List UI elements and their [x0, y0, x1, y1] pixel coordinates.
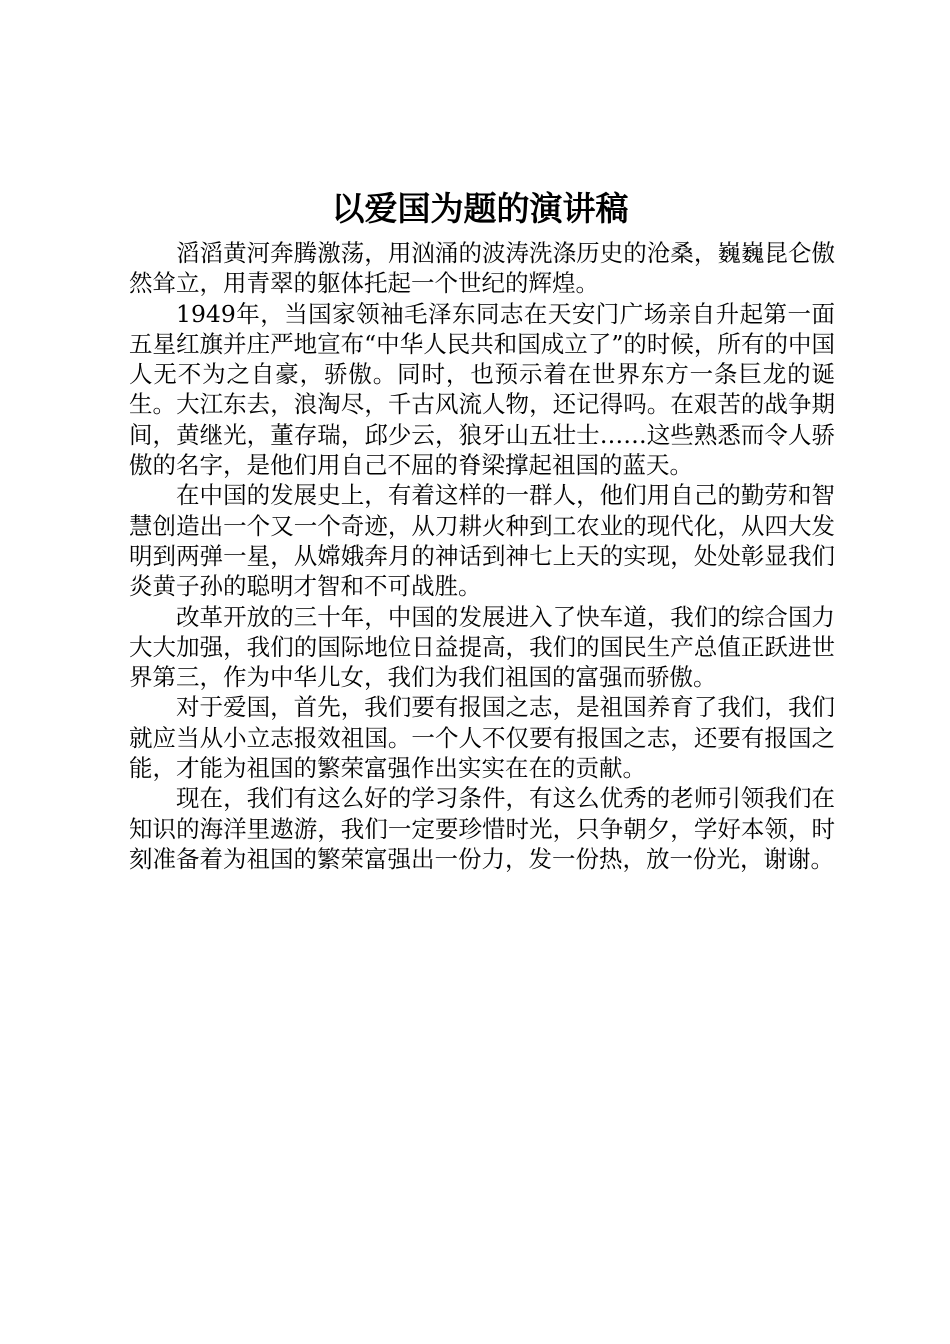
document-title: 以爱国为题的演讲稿: [331, 189, 629, 228]
paragraph-5: 对于爱国，首先，我们要有报国之志，是祖国养育了我们，我们就应当从小立志报效祖国。一个人不仅要有报国之志，还要有报国之能，才能为祖国的繁荣富强作出实实在在的贡献。: [129, 693, 835, 783]
paragraph-3: 在中国的发展史上，有着这样的一群人，他们用自己的勤劳和智慧创造出一个又一个奇迹，从刀耕火种到工农业的现代化，从四大发明到两弹一星，从嫦娥奔月的神话到神七上天的实现，处处彰显我们炎黄子孙的聪明才智和不可战胜。: [129, 481, 835, 601]
document-body: [129, 238, 835, 874]
paragraph-6: 现在，我们有这么好的学习条件，有这么优秀的老师引领我们在知识的海洋里遨游，我们一定要珍惜时光，只争朝夕，学好本领，时刻准备着为祖国的繁荣富强出一份力，发一份热，放一份光，谢谢。: [129, 784, 835, 873]
paragraph-2: 1949年，当国家领袖毛泽东同志在天安门广场亲自升起第一面五星红旗并庄严地宣布“中华人民共和国成立了”的时候，所有的中国人无不为之自豪，骄傲。同时，也预示着在世界东方一条巨龙的诞生。大江东去，浪淘尽，千古风流人物，还记得吗。在艰苦的战争期间，黄继光，董存瑞，邱少云，狼牙山五壮士……这些熟悉而令人骄傲的名字，是他们用自己不屈的脊梁撑起祖国的蓝天。: [129, 299, 835, 480]
paragraph-1: 滔滔黄河奔腾激荡，用汹涌的波涛洗涤历史的沧桑，巍巍昆仑傲然耸立，用青翠的躯体托起一个世纪的辉煌。: [129, 239, 835, 298]
paragraph-4: 改革开放的三十年，中国的发展进入了快车道，我们的综合国力大大加强，我们的国际地位日益提高，我们的国民生产总值正跃进世界第三，作为中华儿女，我们为我们祖国的富强而骄傲。: [129, 602, 835, 692]
